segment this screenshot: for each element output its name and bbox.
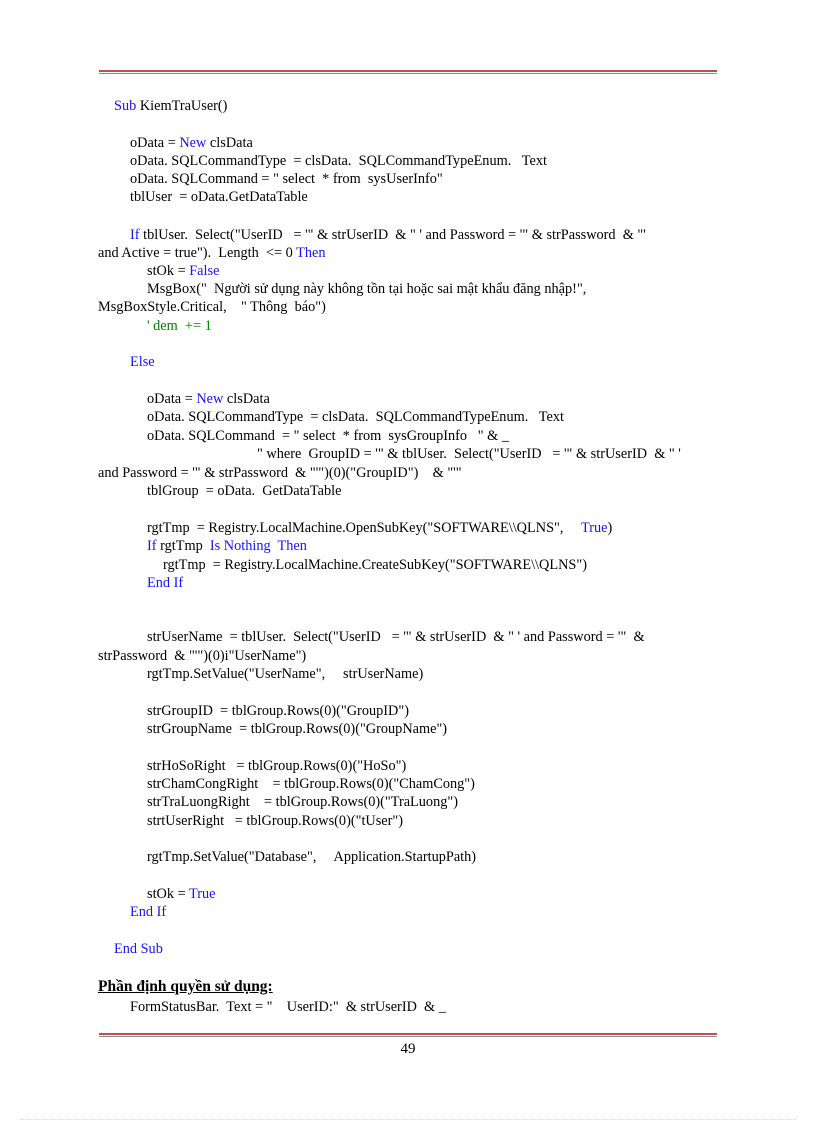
code-line (130, 188, 308, 206)
code-line (147, 574, 183, 592)
code-text: rgtTmp (156, 538, 210, 554)
code-keyword: Else (130, 354, 155, 370)
code-text: rgtTmp = Registry.LocalMachine.OpenSubKey("SOFTWARE\\QLNS", (147, 520, 582, 536)
code-line (147, 757, 406, 775)
code-line (114, 97, 227, 115)
code-text: strtUserRight = tblGroup.Rows(0)("tUser") (147, 813, 404, 829)
code-keyword: True (581, 520, 608, 536)
code-keyword: True (188, 886, 216, 902)
code-keyword: False (189, 263, 220, 279)
code-line (147, 262, 219, 280)
code-text: FormStatusBar. Text = " UserID:" & strUserID & _ (130, 999, 446, 1015)
code-line (130, 152, 547, 170)
code-line (114, 940, 163, 958)
code-text: oData = (130, 135, 180, 151)
code-line (147, 519, 612, 537)
code-keyword: End If (147, 575, 184, 591)
code-text: ) (607, 520, 613, 536)
code-line (163, 556, 587, 574)
code-text: stOk = (147, 263, 190, 279)
code-line (257, 445, 681, 463)
code-line (147, 427, 509, 445)
code-line (147, 390, 270, 408)
code-line (130, 353, 155, 371)
code-line (130, 998, 446, 1016)
code-text: strHoSoRight = tblGroup.Rows(0)("HoSo") (147, 758, 407, 774)
code-text: tblGroup = oData. GetDataTable (147, 483, 342, 499)
code-keyword: New (196, 391, 224, 407)
code-text: strGroupName = tblGroup.Rows(0)("GroupName") (147, 721, 448, 737)
page-number: 49 (400, 1041, 416, 1057)
code-line (147, 812, 403, 830)
code-text: oData. SQLCommandType = clsData. SQLCommandTypeEnum. Text (147, 409, 564, 425)
code-text: " where GroupID = '" & tblUser. Select("UserID = '" & strUserID & " ' (257, 446, 681, 462)
code-text: and Password = '" & strPassword & "'")(0)("GroupID") & "'" (98, 465, 462, 481)
code-text: strPassword & "'")(0)i"UserName") (98, 648, 307, 664)
section-heading: Phần định quyền sử dụng: (98, 978, 273, 995)
code-line (147, 885, 215, 903)
code-text: MsgBox(" Người sử dụng này không tồn tại hoặc sai mật khẩu đăng nhập!", (147, 281, 587, 297)
code-line (147, 793, 458, 811)
code-line (147, 280, 586, 298)
code-text: and Active = true"). Length <= 0 (98, 245, 297, 261)
code-line (147, 628, 645, 646)
code-text: oData. SQLCommandType = clsData. SQLCommandTypeEnum. Text (130, 153, 547, 169)
code-text: stOk = (147, 886, 189, 902)
code-line (130, 134, 253, 152)
code-text: strGroupID = tblGroup.Rows(0)("GroupID") (147, 703, 409, 719)
code-keyword: New (179, 135, 207, 151)
code-text: MsgBoxStyle.Critical, " Thông báo") (98, 299, 326, 315)
code-text: clsData (206, 135, 253, 151)
code-text: rgtTmp = Registry.LocalMachine.CreateSubKey("SOFTWARE\\QLNS") (163, 557, 587, 573)
code-text: KiemTraUser() (136, 98, 228, 114)
code-line (98, 647, 306, 665)
code-line (98, 464, 462, 482)
code-text: rgtTmp.SetValue("UserName", strUserName) (147, 666, 424, 682)
code-line (147, 537, 307, 555)
code-text: oData. SQLCommand = " select * from sysUserInfo" (130, 171, 443, 187)
code-text: strChamCongRight = tblGroup.Rows(0)("ChamCong") (147, 776, 475, 792)
code-keyword: Is Nothing (209, 538, 271, 554)
code-line (147, 775, 475, 793)
code-keyword: End Sub (114, 941, 163, 957)
code-keyword: If (147, 538, 157, 554)
code-line (147, 665, 423, 683)
code-keyword: End If (130, 904, 167, 920)
code-keyword: If (130, 227, 140, 243)
code-keyword: Then (296, 245, 326, 261)
code-text (271, 538, 278, 554)
code-comment: ' dem += 1 (147, 318, 212, 334)
code-keyword: Sub (114, 98, 137, 114)
code-line (98, 298, 326, 316)
code-text: oData. SQLCommand = " select * from sysGroupInfo " & _ (147, 428, 510, 444)
code-text: strUserName = tblUser. Select("UserID = '" & strUserID & " ' and Password = '" & (147, 629, 645, 645)
code-text: tblUser = oData.GetDataTable (130, 189, 308, 205)
code-text: tblUser. Select("UserID = '" & strUserID & " ' and Password = '" & strPassword & "' (139, 227, 646, 243)
code-line (98, 244, 326, 262)
header-rule (99, 70, 717, 75)
code-line (130, 903, 166, 921)
code-line (130, 226, 646, 244)
code-line (147, 720, 447, 738)
code-line (130, 170, 443, 188)
code-line (147, 408, 564, 426)
code-text: strTraLuongRight = tblGroup.Rows(0)("TraLuong") (147, 794, 458, 810)
code-text: oData = (147, 391, 197, 407)
code-line (147, 317, 212, 335)
code-keyword: Then (277, 538, 307, 554)
footer-rule (99, 1033, 717, 1038)
code-line (147, 702, 409, 720)
code-text: rgtTmp.SetValue("Database", Application.StartupPath) (147, 849, 477, 865)
page-bottom-border (20, 1119, 796, 1120)
code-text: clsData (223, 391, 270, 407)
code-line (147, 848, 476, 866)
code-line (147, 482, 341, 500)
